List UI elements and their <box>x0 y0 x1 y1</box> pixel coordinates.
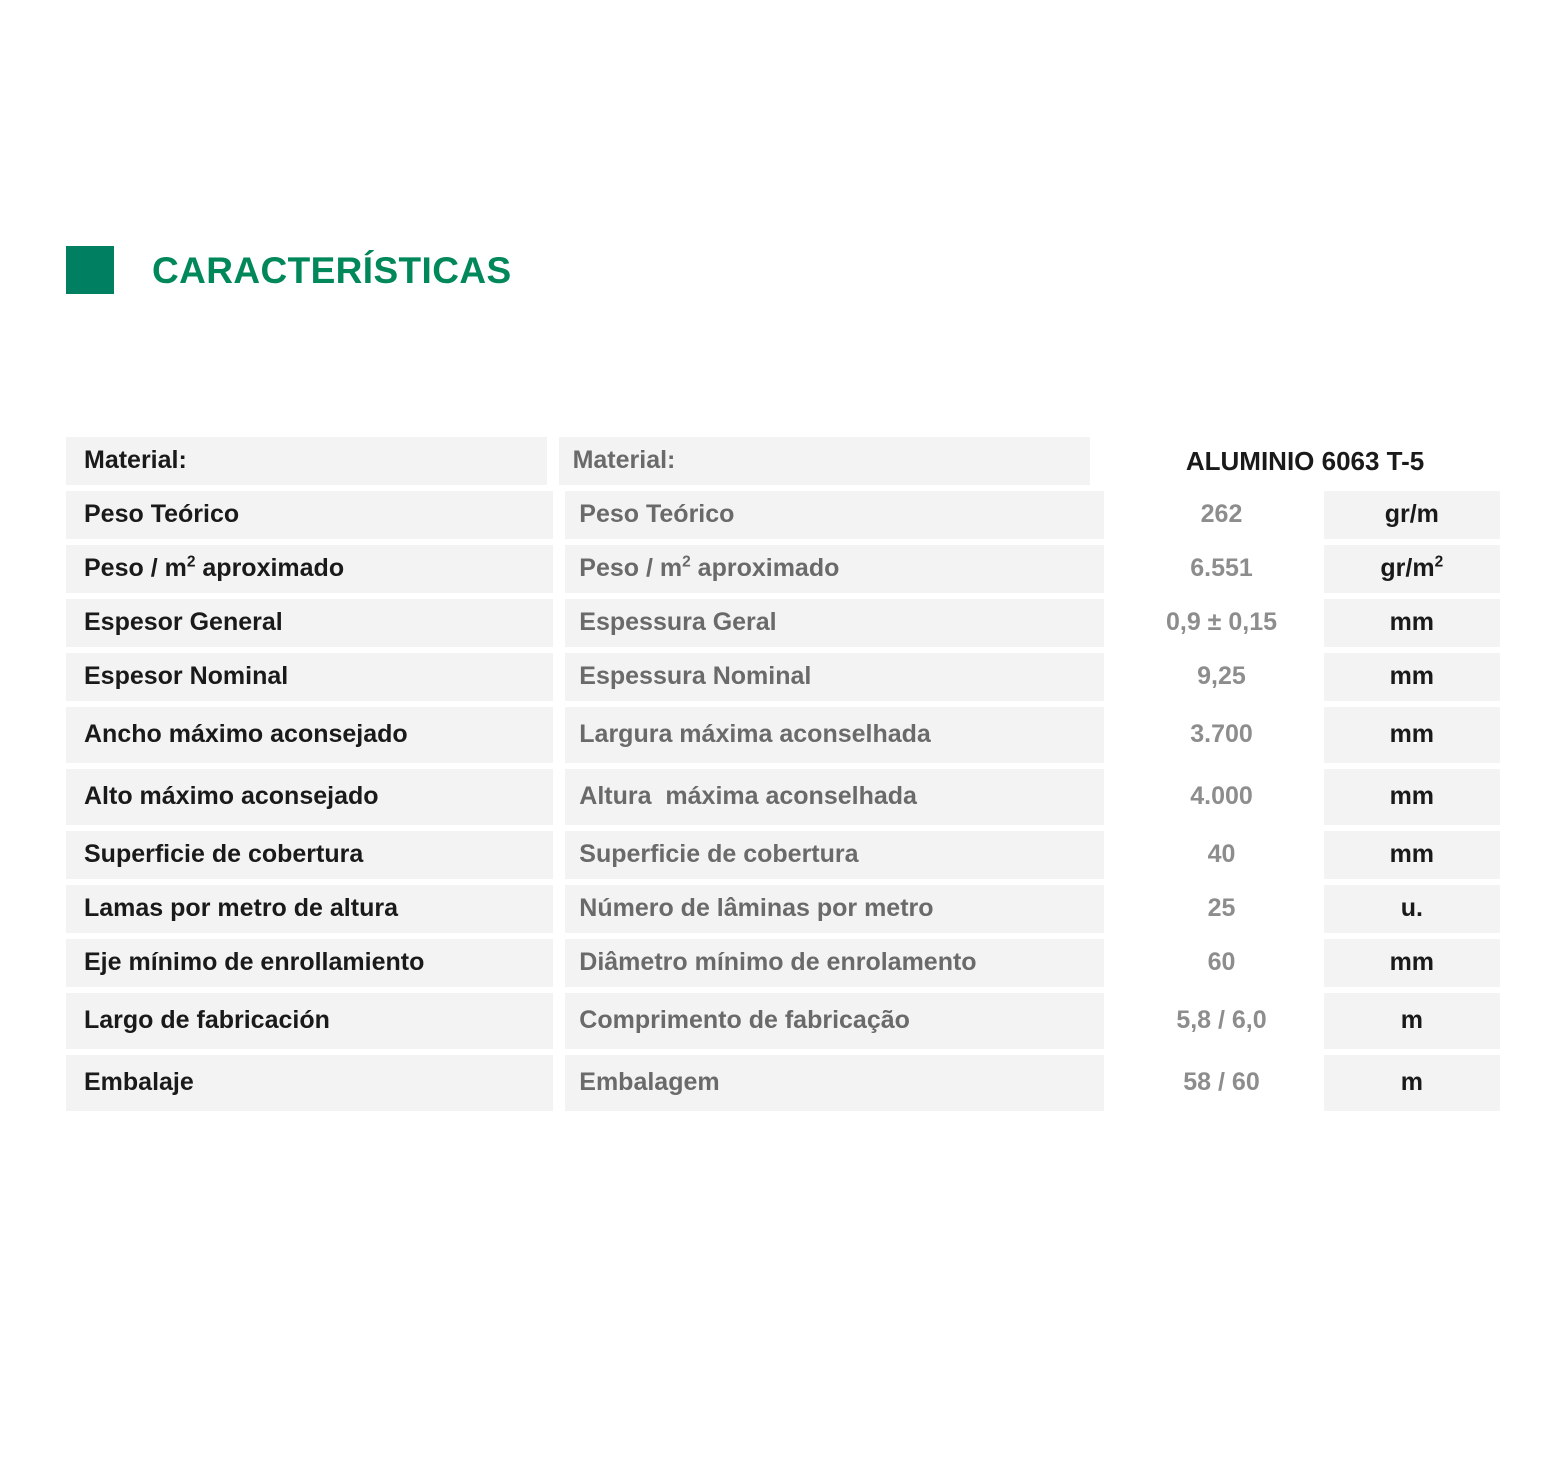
spec-value <box>1124 831 1318 879</box>
spec-unit-text-superscript: 2 <box>1434 553 1444 571</box>
spec-unit-text: mm <box>1389 608 1435 637</box>
section-marker-square <box>66 246 114 294</box>
spec-label-pt <box>565 993 1104 1049</box>
table-row <box>66 1055 1500 1111</box>
spec-label-pt-text-superscript: 2 <box>682 553 691 571</box>
spec-value-text: 5,8 / 6,0 <box>1176 1006 1267 1035</box>
spec-value-text: 25 <box>1207 894 1236 923</box>
spec-value <box>1124 599 1318 647</box>
spec-label-pt <box>565 939 1104 987</box>
spec-label-es-text: Peso / $m^2$ aproximado <box>84 553 345 583</box>
spec-value-text: 9,25 <box>1197 662 1246 691</box>
spec-value-text: 4.000 <box>1190 782 1253 811</box>
table-row <box>66 939 1500 987</box>
spec-value-text: 0,9 ± 0,15 <box>1165 608 1278 637</box>
table-row <box>66 437 1500 485</box>
spec-label-es <box>66 939 553 987</box>
spec-label-pt <box>565 653 1104 701</box>
table-row <box>66 993 1500 1049</box>
spec-unit <box>1324 707 1500 763</box>
spec-label-es-text: Largo de fabricación <box>84 1006 330 1035</box>
spec-unit-text: mm <box>1389 662 1435 691</box>
spec-unit-text: mm <box>1389 720 1435 749</box>
spec-unit <box>1324 993 1500 1049</box>
spec-label-pt <box>565 1055 1104 1111</box>
spec-label-es-text: Espesor Nominal <box>84 662 289 691</box>
spec-value-text: 262 <box>1200 500 1243 529</box>
spec-label-es-text: Material: <box>84 446 187 475</box>
spec-unit-text: m <box>1400 1068 1423 1097</box>
spec-label-pt <box>559 437 1091 485</box>
spec-label-pt-text: Peso Teórico <box>579 500 735 529</box>
spec-value <box>1124 885 1318 933</box>
spec-unit <box>1324 599 1500 647</box>
spec-label-pt-text: Comprimento de fabricação <box>579 1006 910 1035</box>
spec-material-value <box>1110 437 1500 485</box>
spec-label-pt <box>565 831 1104 879</box>
spec-unit <box>1324 491 1500 539</box>
spec-label-es-text-superscript: 2 <box>186 553 196 571</box>
page-title: CARACTERÍSTICAS <box>152 249 512 291</box>
spec-label-es-text: Ancho máximo aconsejado <box>84 720 408 749</box>
specifications-table <box>66 437 1500 1117</box>
spec-label-es-text: Espesor General <box>84 608 283 637</box>
spec-label-es <box>66 831 553 879</box>
spec-value <box>1124 993 1318 1049</box>
spec-material-value-text: ALUMINIO 6063 T-5 <box>1185 445 1425 476</box>
spec-label-es-text: Superficie de cobertura <box>84 840 364 869</box>
spec-label-es-text: Embalaje <box>84 1068 194 1097</box>
spec-label-pt <box>565 707 1104 763</box>
table-row <box>66 599 1500 647</box>
spec-label-es <box>66 491 553 539</box>
spec-unit-text: $gr/m^2$ <box>1380 553 1444 583</box>
table-row <box>66 769 1500 825</box>
spec-unit-text: mm <box>1389 782 1435 811</box>
section-header <box>66 246 512 294</box>
spec-value-text: 40 <box>1207 840 1236 869</box>
spec-label-pt-text: Embalagem <box>579 1068 720 1097</box>
spec-unit <box>1324 885 1500 933</box>
spec-value-text: 58 / 60 <box>1183 1068 1260 1097</box>
spec-label-es-text: Peso Teórico <box>84 500 240 529</box>
spec-label-es <box>66 1055 553 1111</box>
spec-unit-text: m <box>1400 1006 1423 1035</box>
spec-label-es <box>66 769 553 825</box>
spec-label-es <box>66 599 553 647</box>
spec-unit <box>1324 1055 1500 1111</box>
spec-value-text: 6.551 <box>1190 554 1253 583</box>
spec-unit <box>1324 831 1500 879</box>
spec-value <box>1124 653 1318 701</box>
spec-label-pt <box>565 885 1104 933</box>
spec-unit-text: u. <box>1400 894 1423 923</box>
spec-value-text: 60 <box>1207 948 1236 977</box>
spec-value <box>1124 769 1318 825</box>
table-row <box>66 707 1500 763</box>
spec-label-es-text: Alto máximo aconsejado <box>84 782 379 811</box>
spec-value <box>1124 491 1318 539</box>
spec-unit <box>1324 769 1500 825</box>
spec-value <box>1124 939 1318 987</box>
spec-label-pt-text: Material: <box>572 446 676 475</box>
spec-label-es <box>66 885 553 933</box>
spec-label-pt-text: Altura máxima aconselhada <box>579 782 917 811</box>
spec-label-pt-text: Diâmetro mínimo de enrolamento <box>579 948 977 977</box>
spec-unit-text: gr/m <box>1384 500 1439 529</box>
spec-label-es <box>66 707 553 763</box>
spec-value <box>1124 707 1318 763</box>
table-row <box>66 885 1500 933</box>
spec-label-pt-text: Espessura Geral <box>579 608 777 637</box>
spec-unit <box>1324 653 1500 701</box>
table-row <box>66 545 1500 593</box>
table-row <box>66 653 1500 701</box>
spec-label-pt <box>565 491 1104 539</box>
spec-label-pt <box>565 599 1104 647</box>
spec-label-es <box>66 545 553 593</box>
spec-unit-text: mm <box>1389 948 1435 977</box>
spec-label-pt-text: Peso / $m^2$ aproximado <box>579 553 840 583</box>
spec-label-pt-text: Largura máxima aconselhada <box>579 720 931 749</box>
table-row <box>66 491 1500 539</box>
spec-unit <box>1324 545 1500 593</box>
spec-label-es-text: Eje mínimo de enrollamiento <box>84 948 425 977</box>
spec-label-es <box>66 993 553 1049</box>
spec-label-pt <box>565 545 1104 593</box>
spec-label-es <box>66 437 547 485</box>
table-row <box>66 831 1500 879</box>
spec-value <box>1124 545 1318 593</box>
spec-value-text: 3.700 <box>1190 720 1253 749</box>
spec-unit-text: mm <box>1389 840 1435 869</box>
spec-label-pt-text: Espessura Nominal <box>579 662 812 691</box>
spec-label-es <box>66 653 553 701</box>
spec-label-es-text: Lamas por metro de altura <box>84 894 398 923</box>
spec-label-pt-text: Superficie de cobertura <box>579 840 859 869</box>
spec-value <box>1124 1055 1318 1111</box>
spec-label-pt-text: Número de lâminas por metro <box>579 894 934 923</box>
spec-label-pt <box>565 769 1104 825</box>
spec-unit <box>1324 939 1500 987</box>
